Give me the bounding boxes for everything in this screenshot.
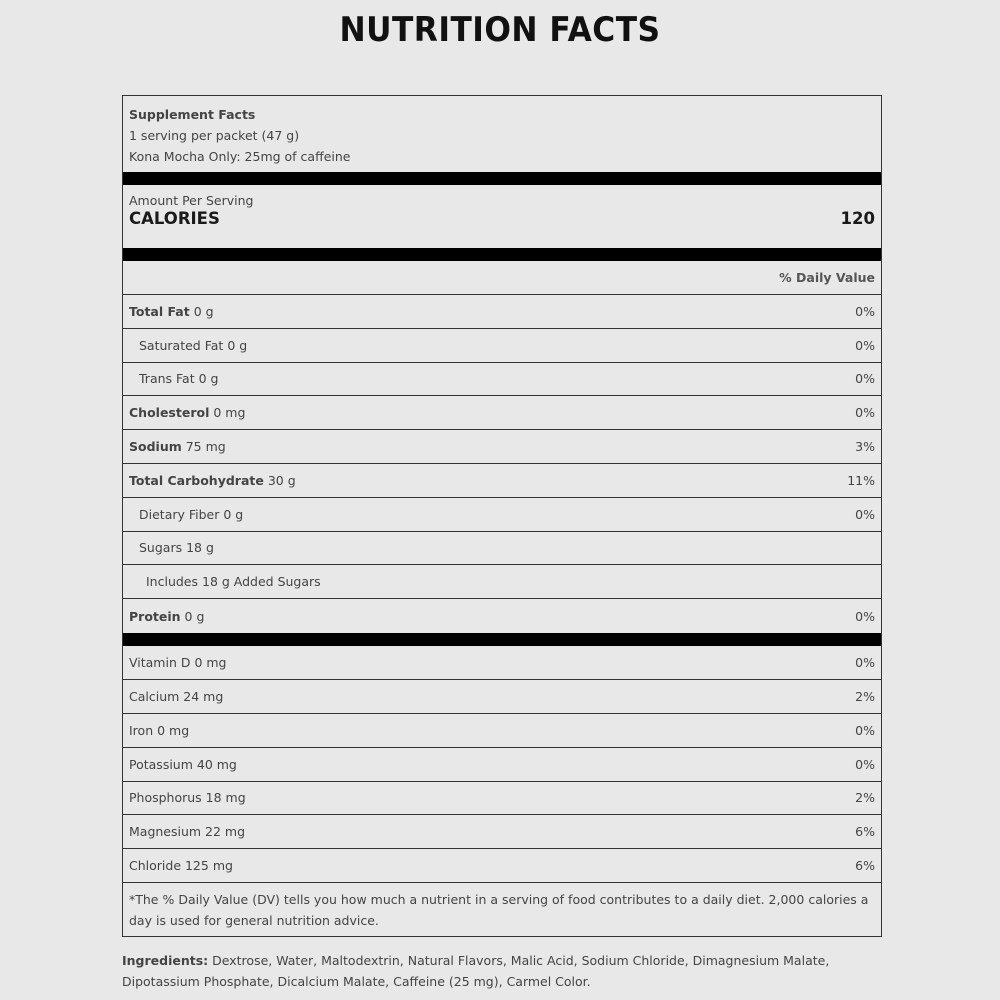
vitamin-text: Iron 0 mg: [129, 722, 190, 738]
nutrient-row-protein: [123, 599, 881, 633]
nutrient-amount: 18 g: [186, 540, 214, 556]
vitamin-text: Phosphorus 18 mg: [129, 790, 246, 806]
nutrient-amount: 75 mg: [185, 439, 226, 455]
vitamin-text: Vitamin D 0 mg: [129, 654, 227, 670]
nutrient-name: Dietary Fiber: [139, 506, 220, 522]
nutrient-name: Includes 18 g Added Sugars: [146, 574, 321, 590]
ingredients-text: Dextrose, Water, Maltodextrin, Natural Flavors, Malic Acid, Sodium Chloride, Dimagnesium Malate, Dipotassium Phosphate, Dicalcium Malate, Caffeine (25 mg), Carmel Color.: [122, 953, 830, 989]
vitamin-text: Potassium 40 mg: [129, 756, 237, 772]
vitamin-row-phosphorus: [123, 782, 881, 816]
nutrient-name: Saturated Fat: [139, 337, 224, 353]
vitamin-dv: 0%: [855, 756, 875, 772]
nutrient-dv: 0%: [855, 608, 875, 624]
nutrient-name: Sugars: [139, 540, 183, 556]
nutrient-amount: 0 mg: [213, 405, 246, 421]
nutrient-amount: 0 g: [198, 371, 219, 387]
serving-info: [123, 96, 881, 172]
vitamin-row-chloride: [123, 849, 881, 883]
vitamin-row-vitamin-d: [123, 646, 881, 680]
calories-label: CALORIES: [129, 209, 220, 228]
thick-divider: [123, 172, 881, 185]
nutrient-name: Cholesterol: [129, 405, 210, 421]
label-title: Supplement Facts: [129, 107, 256, 122]
daily-value-label: % Daily Value: [779, 270, 875, 285]
nutrient-amount: 30 g: [267, 472, 296, 488]
vitamin-text: Chloride 125 mg: [129, 858, 233, 874]
nutrient-dv: 0%: [855, 371, 875, 387]
nutrient-row-sodium: [123, 430, 881, 464]
ingredients-section: [122, 950, 862, 992]
nutrient-row-sugars: [123, 532, 881, 566]
ingredients-label: Ingredients:: [122, 953, 209, 968]
nutrient-amount: 0 g: [193, 303, 214, 319]
vitamin-row-calcium: [123, 680, 881, 714]
nutrient-dv: 0%: [855, 405, 875, 421]
vitamin-row-iron: [123, 714, 881, 748]
vitamin-dv: 0%: [855, 722, 875, 738]
calories-value: 120: [840, 209, 875, 228]
nutrient-name: Trans Fat: [139, 371, 195, 387]
amount-per-serving-label: Amount Per Serving: [129, 193, 254, 208]
nutrient-dv: 11%: [847, 472, 875, 488]
vitamin-row-potassium: [123, 748, 881, 782]
vitamin-row-magnesium: [123, 815, 881, 849]
nutrient-dv: 0%: [855, 506, 875, 522]
calories-section: [123, 185, 881, 248]
nutrient-row-total-fat: [123, 295, 881, 329]
nutrient-amount: 0 g: [223, 506, 244, 522]
nutrient-row-saturated-fat: [123, 329, 881, 363]
thick-divider: [123, 633, 881, 646]
vitamin-text: Calcium 24 mg: [129, 688, 224, 704]
page-title: NUTRITION FACTS: [339, 10, 661, 50]
nutrient-dv: 0%: [855, 337, 875, 353]
vitamin-dv: 6%: [855, 858, 875, 874]
caffeine-note: Kona Mocha Only: 25mg of caffeine: [129, 149, 351, 164]
nutrient-row-trans-fat: [123, 363, 881, 397]
daily-value-header: [123, 261, 881, 295]
vitamin-text: Magnesium 22 mg: [129, 824, 246, 840]
nutrient-dv: 3%: [855, 439, 875, 455]
vitamin-dv: 0%: [855, 654, 875, 670]
thick-divider: [123, 248, 881, 261]
nutrient-name: Sodium: [129, 439, 182, 455]
supplement-facts-label: [122, 95, 882, 937]
nutrient-row-dietary-fiber: [123, 498, 881, 532]
nutrient-row-cholesterol: [123, 396, 881, 430]
nutrient-amount: 0 g: [184, 608, 205, 624]
nutrient-name: Protein: [129, 608, 181, 624]
nutrient-row-total-carbohydrate: [123, 464, 881, 498]
vitamin-dv: 6%: [855, 824, 875, 840]
nutrient-dv: 0%: [855, 303, 875, 319]
vitamin-dv: 2%: [855, 688, 875, 704]
vitamin-dv: 2%: [855, 790, 875, 806]
daily-value-footnote: *The % Daily Value (DV) tells you how much a nutrient in a serving of food contributes to a daily diet. 2,000 calories a day is used for general nutrition advice.: [129, 892, 869, 929]
nutrient-row-added-sugars: [123, 565, 881, 599]
nutrient-name: Total Fat: [129, 303, 190, 319]
nutrient-name: Total Carbohydrate: [129, 472, 264, 488]
serving-size: 1 serving per packet (47 g): [129, 128, 300, 143]
nutrient-amount: 0 g: [227, 337, 248, 353]
